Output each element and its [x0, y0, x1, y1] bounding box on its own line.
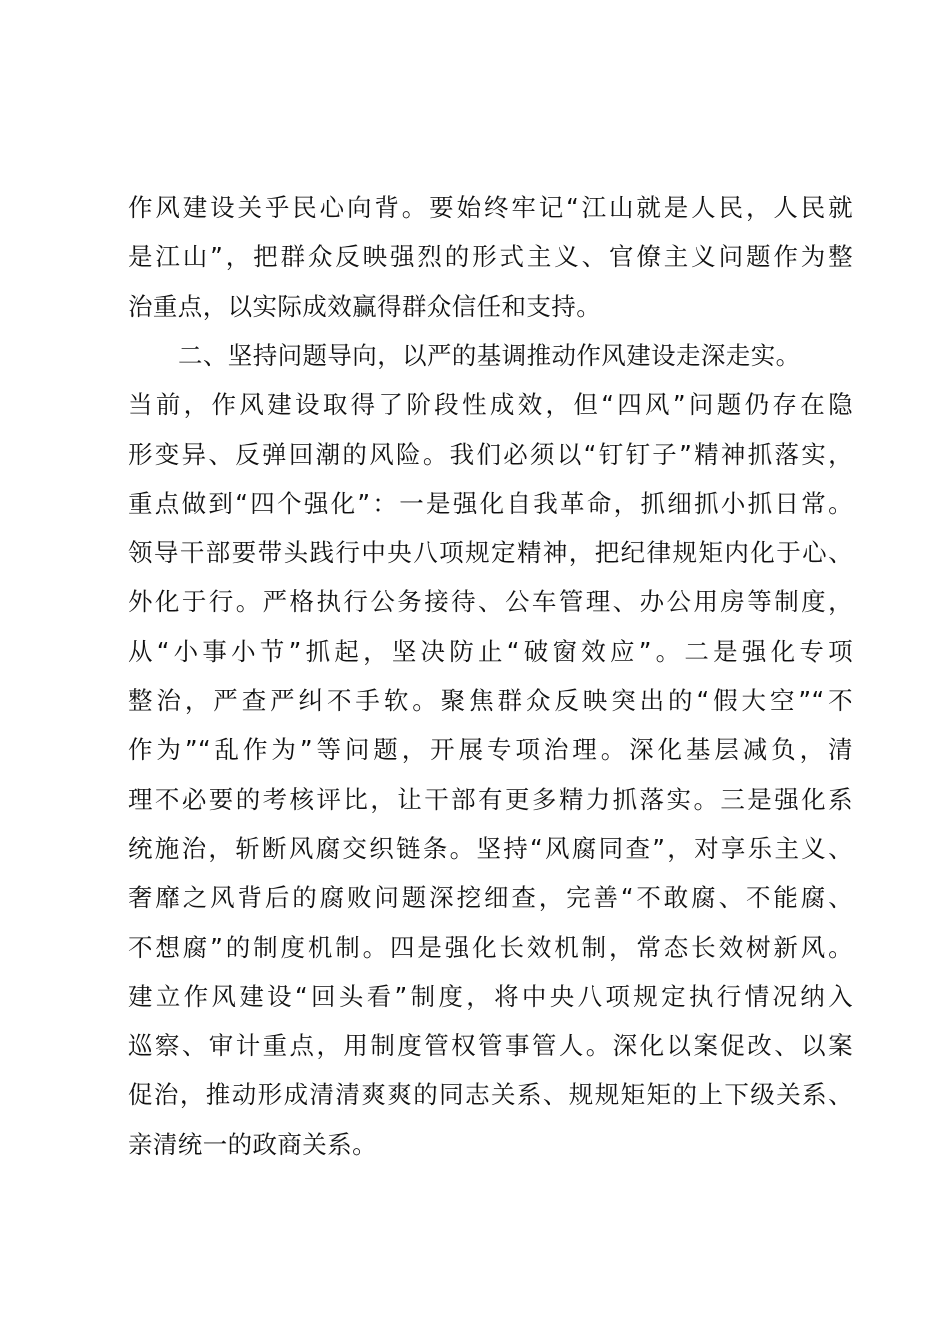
- paragraph-2-line-10: 理不必要的考核评比，让干部有更多精力抓落实。三是强化系: [128, 784, 853, 814]
- paragraph-1-line-1: 作风建设关乎民心向背。要始终牢记“江山就是人民，人民就: [128, 193, 853, 222]
- paragraph-2-line-16: 促治，推动形成清清爽爽的同志关系、规规矩矩的上下级关系、: [128, 1080, 853, 1110]
- paragraph-2-line-6: 外化于行。严格执行公务接待、公车管理、办公用房等制度，: [128, 587, 853, 617]
- paragraph-2-line-13: 不想腐”的制度机制。四是强化长效机制，常态长效树新风。: [128, 932, 853, 962]
- paragraph-2-line-3: 形变异、反弹回潮的风险。我们必须以“钉钉子”精神抓落实，: [128, 439, 853, 469]
- paragraph-2-line-17: 亲清统一的政商关系。: [128, 1129, 377, 1159]
- paragraph-2-line-8: 整治，严查严纠不手软。聚焦群众反映突出的“假大空”“不: [128, 686, 853, 716]
- paragraph-2-heading-line: 二、坚持问题导向，以严的基调推动作风建设走深走实。: [178, 341, 801, 370]
- paragraph-1: [128, 183, 853, 331]
- paragraph-2-line-5: 领导干部要带头践行中央八项规定精神，把纪律规矩内化于心、: [128, 538, 853, 568]
- paragraph-1-line-3: 治重点，以实际成效赢得群众信任和支持。: [128, 291, 602, 321]
- paragraph-2-line-12: 奢靡之风背后的腐败问题深挖细查，完善“不敢腐、不能腐、: [128, 883, 853, 913]
- paragraph-2-line-11: 统施治，斩断风腐交织链条。坚持“风腐同查”，对享乐主义、: [128, 833, 853, 863]
- paragraph-2-line-14: 建立作风建设“回头看”制度，将中央八项规定执行情况纳入: [128, 981, 853, 1011]
- paragraph-2-line-2: 当前，作风建设取得了阶段性成效，但“四风”问题仍存在隐: [128, 390, 853, 420]
- paragraph-1-line-2: 是江山”，把群众反映强烈的形式主义、官僚主义问题作为整: [128, 242, 853, 272]
- paragraph-2-line-7: 从“小事小节”抓起，坚决防止“破窗效应”。二是强化专项: [128, 636, 853, 666]
- paragraph-2-line-15: 巡察、审计重点，用制度管权管事管人。深化以案促改、以案: [128, 1031, 853, 1061]
- paragraph-2-line-4: 重点做到“四个强化”：一是强化自我革命，抓细抓小抓日常。: [128, 488, 853, 518]
- paragraph-2: [128, 331, 853, 1169]
- paragraph-2-line-9: 作为”“乱作为”等问题，开展专项治理。深化基层减负，清: [128, 735, 853, 765]
